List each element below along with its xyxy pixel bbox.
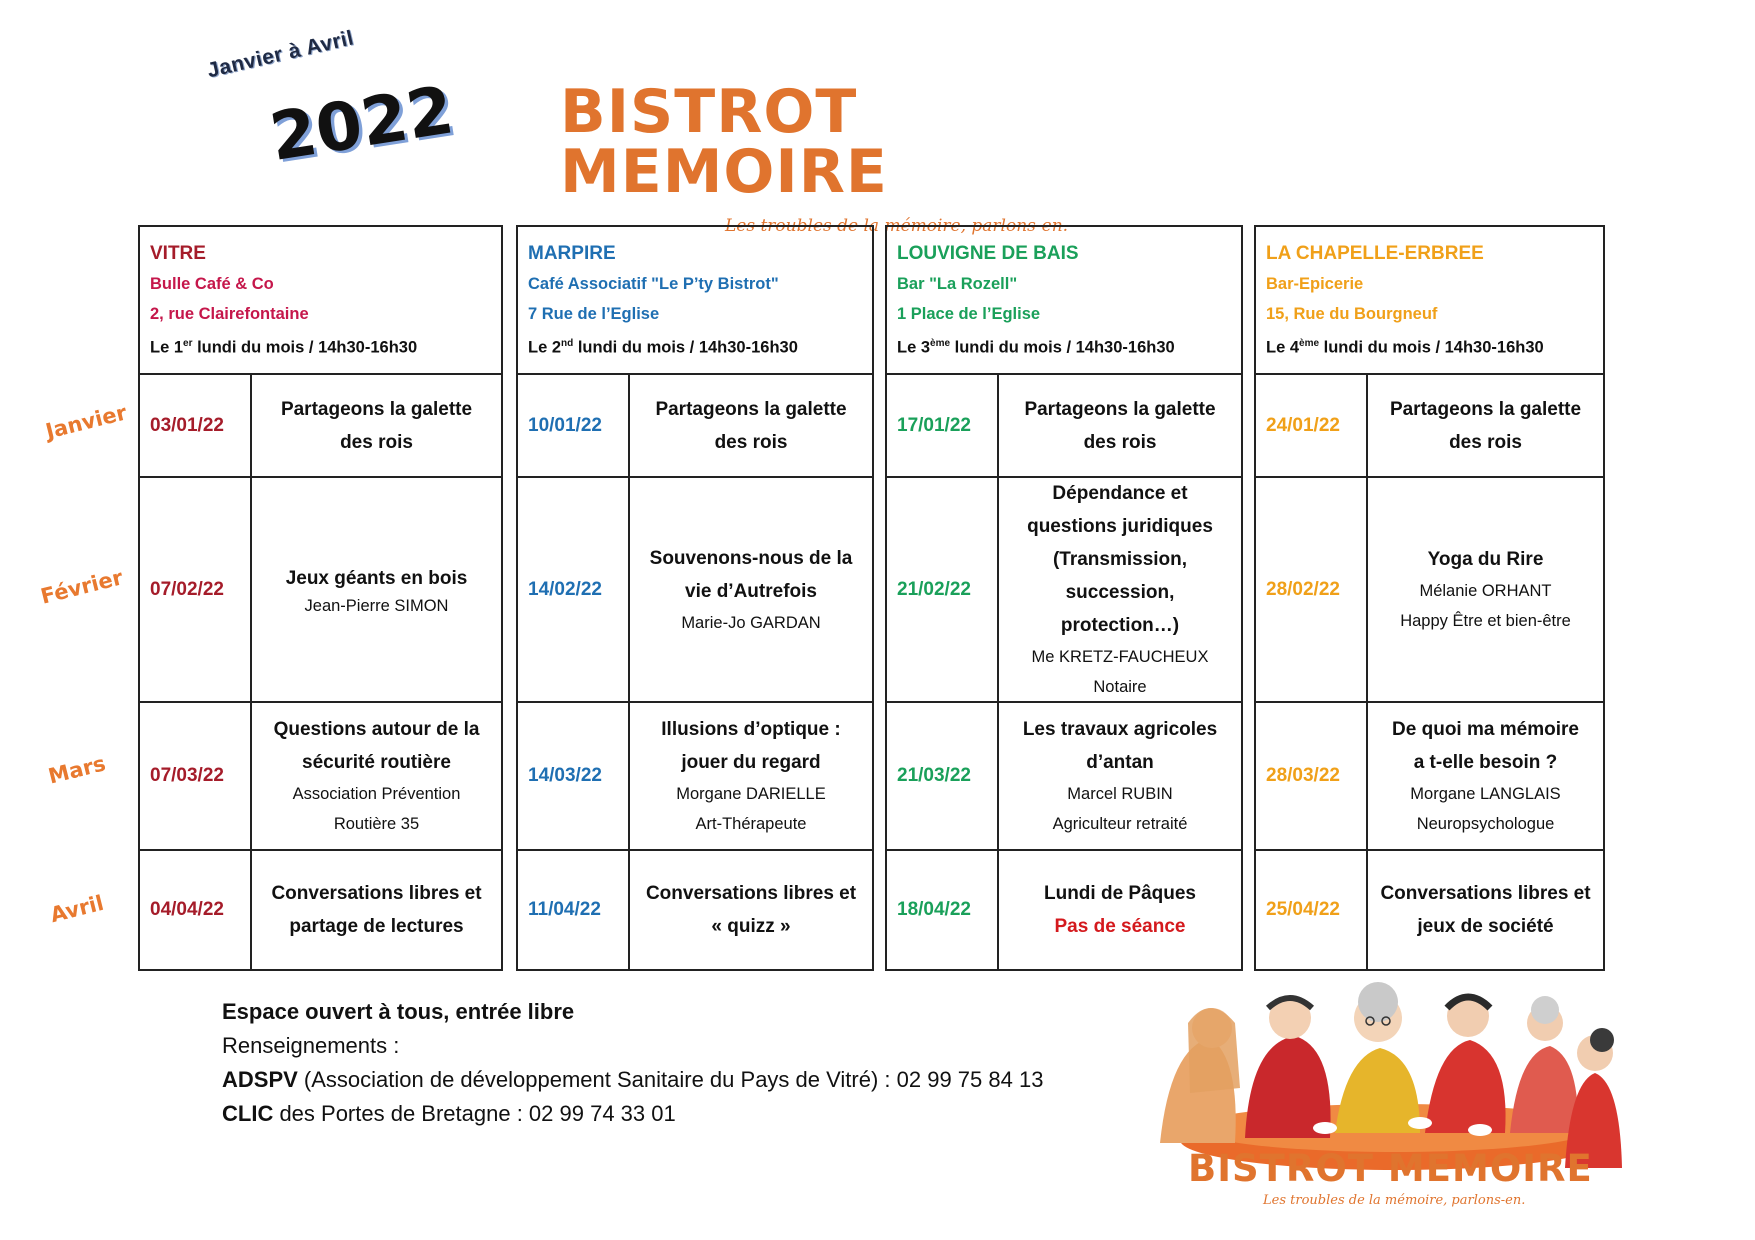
session-date: 18/04/22 bbox=[887, 851, 999, 969]
session-topic bbox=[1368, 703, 1603, 849]
session-title: Partageons la galette bbox=[1024, 398, 1216, 420]
session-row bbox=[887, 703, 1241, 851]
session-title: « quizz » bbox=[711, 916, 791, 937]
month-label-avril: Avril bbox=[47, 890, 107, 928]
venue-column bbox=[1254, 225, 1605, 971]
session-row bbox=[887, 851, 1241, 969]
month-label-fevrier: Février bbox=[38, 565, 126, 609]
session-row bbox=[887, 375, 1241, 478]
session-topic bbox=[630, 478, 872, 701]
session-date: 28/03/22 bbox=[1256, 703, 1368, 849]
session-detail: Agriculteur retraité bbox=[1052, 815, 1188, 833]
session-row bbox=[140, 851, 501, 969]
session-row bbox=[1256, 703, 1603, 851]
venue-column bbox=[138, 225, 503, 971]
session-title: Partageons la galette bbox=[655, 398, 847, 420]
session-title: Conversations libres et bbox=[645, 883, 857, 904]
venue-schedule: Le 1er lundi du mois / 14h30-16h30 bbox=[150, 338, 418, 357]
venue-city: LOUVIGNE DE BAIS bbox=[897, 243, 1079, 264]
session-detail: Association Prévention bbox=[292, 785, 461, 803]
session-title: jouer du regard bbox=[681, 752, 821, 773]
session-title: Les travaux agricoles bbox=[1022, 719, 1218, 740]
session-title: a t-elle besoin ? bbox=[1413, 752, 1558, 773]
footer-info-label: Renseignements : bbox=[222, 1033, 400, 1058]
session-detail: Neuropsychologue bbox=[1416, 815, 1555, 833]
session-topic bbox=[252, 851, 501, 969]
session-title: des rois bbox=[1449, 431, 1522, 453]
session-date: 17/01/22 bbox=[887, 375, 999, 476]
session-title: d’antan bbox=[1086, 752, 1154, 773]
session-row bbox=[1256, 851, 1603, 969]
logo-tagline: Les troubles de la mémoire, parlons-en. bbox=[725, 216, 1069, 236]
session-row bbox=[887, 478, 1241, 703]
session-date: 21/03/22 bbox=[887, 703, 999, 849]
session-date: 14/02/22 bbox=[518, 478, 630, 701]
venue-header bbox=[887, 227, 1241, 375]
session-title: des rois bbox=[1083, 431, 1157, 453]
session-topic bbox=[252, 478, 501, 701]
session-topic bbox=[630, 703, 872, 849]
session-row bbox=[518, 375, 872, 478]
footer-info bbox=[222, 995, 1043, 1131]
session-title: partage de lectures bbox=[289, 916, 464, 937]
session-title: succession, bbox=[1065, 582, 1175, 603]
logo-tagline-small: Les troubles de la mémoire, parlons-en. bbox=[1263, 1193, 1526, 1208]
session-row bbox=[518, 478, 872, 703]
session-title: Conversations libres et bbox=[271, 883, 482, 904]
venue-address: 1 Place de l’Eglise bbox=[897, 305, 1041, 323]
session-detail: Happy Être et bien-être bbox=[1400, 612, 1571, 630]
session-title: Jeux géants en bois bbox=[285, 568, 468, 589]
session-date: 07/03/22 bbox=[140, 703, 252, 849]
session-topic bbox=[999, 851, 1241, 969]
session-date: 21/02/22 bbox=[887, 478, 999, 701]
session-date: 24/01/22 bbox=[1256, 375, 1368, 476]
session-row bbox=[1256, 478, 1603, 703]
session-title: Lundi de Pâques bbox=[1043, 883, 1197, 904]
session-date: 10/01/22 bbox=[518, 375, 630, 476]
month-label-janvier: Janvier bbox=[43, 400, 130, 444]
session-detail: Routière 35 bbox=[333, 815, 420, 833]
session-topic bbox=[1368, 478, 1603, 701]
session-detail: Notaire bbox=[1093, 678, 1147, 696]
bistrot-memoire-logo bbox=[560, 77, 1180, 236]
session-detail: Morgane DARIELLE bbox=[676, 785, 826, 803]
session-row bbox=[140, 703, 501, 851]
venue-header bbox=[1256, 227, 1603, 375]
session-date: 11/04/22 bbox=[518, 851, 630, 969]
venue-column bbox=[516, 225, 874, 971]
venue-city: VITRE bbox=[150, 243, 206, 264]
venue-place: Bar-Epicerie bbox=[1266, 275, 1364, 293]
logo-title: BISTROT MEMOIRE bbox=[560, 77, 888, 207]
venue-schedule: Le 4ème lundi du mois / 14h30-16h30 bbox=[1266, 338, 1544, 357]
logo-title-small: BISTROT MEMOIRE bbox=[1188, 1147, 1593, 1190]
footer-headline: Espace ouvert à tous, entrée libre bbox=[222, 999, 575, 1024]
session-topic bbox=[1368, 851, 1603, 969]
session-detail: Me KRETZ-FAUCHEUX bbox=[1031, 648, 1209, 666]
venue-header bbox=[518, 227, 872, 375]
session-title: protection…) bbox=[1060, 615, 1180, 636]
session-row bbox=[518, 851, 872, 969]
people-at-table-illustration bbox=[1150, 968, 1630, 1173]
session-title: vie d’Autrefois bbox=[685, 580, 817, 602]
venue-header bbox=[140, 227, 501, 375]
session-date: 25/04/22 bbox=[1256, 851, 1368, 969]
session-title: Conversations libres et bbox=[1380, 883, 1591, 904]
footer-clic-line: CLIC des Portes de Bretagne : 02 99 74 33 01 bbox=[222, 1101, 676, 1126]
venue-schedule: Le 3ème lundi du mois / 14h30-16h30 bbox=[897, 338, 1175, 357]
venue-city: MARPIRE bbox=[528, 243, 616, 264]
session-title: Illusions d’optique : bbox=[661, 719, 841, 740]
session-row bbox=[140, 375, 501, 478]
venue-column bbox=[885, 225, 1243, 971]
session-title: Souvenons-nous de la bbox=[649, 547, 853, 569]
session-topic bbox=[1368, 375, 1603, 476]
venue-address: 15, Rue du Bourgneuf bbox=[1266, 305, 1438, 323]
session-topic bbox=[252, 703, 501, 849]
bistrot-memoire-logo-small bbox=[1188, 1147, 1593, 1208]
session-title: questions juridiques bbox=[1027, 516, 1213, 537]
year-label: 2022 bbox=[265, 71, 459, 177]
session-title: (Transmission, bbox=[1052, 549, 1188, 570]
session-detail: Jean-Pierre SIMON bbox=[304, 597, 449, 615]
session-title: De quoi ma mémoire bbox=[1392, 719, 1579, 740]
venue-place: Café Associatif "Le P’ty Bistrot" bbox=[528, 275, 779, 293]
venue-schedule: Le 2nd lundi du mois / 14h30-16h30 bbox=[528, 338, 798, 357]
session-detail: Mélanie ORHANT bbox=[1419, 582, 1552, 600]
session-topic bbox=[999, 703, 1241, 849]
session-title: des rois bbox=[714, 431, 788, 453]
session-date: 14/03/22 bbox=[518, 703, 630, 849]
period-label: Janvier à Avril bbox=[205, 26, 356, 83]
session-detail: Art-Thérapeute bbox=[695, 815, 807, 833]
session-detail: Marcel RUBIN bbox=[1067, 785, 1173, 803]
session-topic bbox=[252, 375, 501, 476]
session-row bbox=[1256, 375, 1603, 478]
session-topic bbox=[630, 375, 872, 476]
venue-address: 2, rue Clairefontaine bbox=[150, 305, 309, 323]
session-title: Partageons la galette bbox=[1389, 398, 1582, 420]
month-label-mars: Mars bbox=[45, 751, 108, 789]
session-date: 03/01/22 bbox=[140, 375, 252, 476]
session-topic bbox=[630, 851, 872, 969]
session-title: Partageons la galette bbox=[280, 398, 473, 420]
venue-place: Bar "La Rozell" bbox=[897, 275, 1018, 293]
session-title: Yoga du Rire bbox=[1427, 549, 1544, 570]
venue-place: Bulle Café & Co bbox=[150, 275, 274, 293]
session-title: des rois bbox=[340, 431, 413, 453]
session-title: jeux de société bbox=[1417, 916, 1554, 937]
session-date: 28/02/22 bbox=[1256, 478, 1368, 701]
session-date: 04/04/22 bbox=[140, 851, 252, 969]
session-detail: Morgane LANGLAIS bbox=[1410, 785, 1561, 803]
venue-address: 7 Rue de l’Eglise bbox=[528, 305, 660, 323]
session-cancelled-note: Pas de séance bbox=[1054, 916, 1186, 937]
session-topic bbox=[999, 478, 1241, 701]
session-detail: Marie-Jo GARDAN bbox=[681, 613, 821, 632]
venue-city: LA CHAPELLE-ERBREE bbox=[1266, 243, 1484, 264]
session-row bbox=[518, 703, 872, 851]
session-title: sécurité routière bbox=[302, 752, 451, 773]
session-topic bbox=[999, 375, 1241, 476]
session-row bbox=[140, 478, 501, 703]
session-date: 07/02/22 bbox=[140, 478, 252, 701]
footer-adspv-line: ADSPV (Association de développement Sanitaire du Pays de Vitré) : 02 99 75 84 13 bbox=[222, 1067, 1044, 1092]
session-title: Dépendance et bbox=[1052, 483, 1188, 504]
session-title: Questions autour de la bbox=[273, 719, 480, 740]
